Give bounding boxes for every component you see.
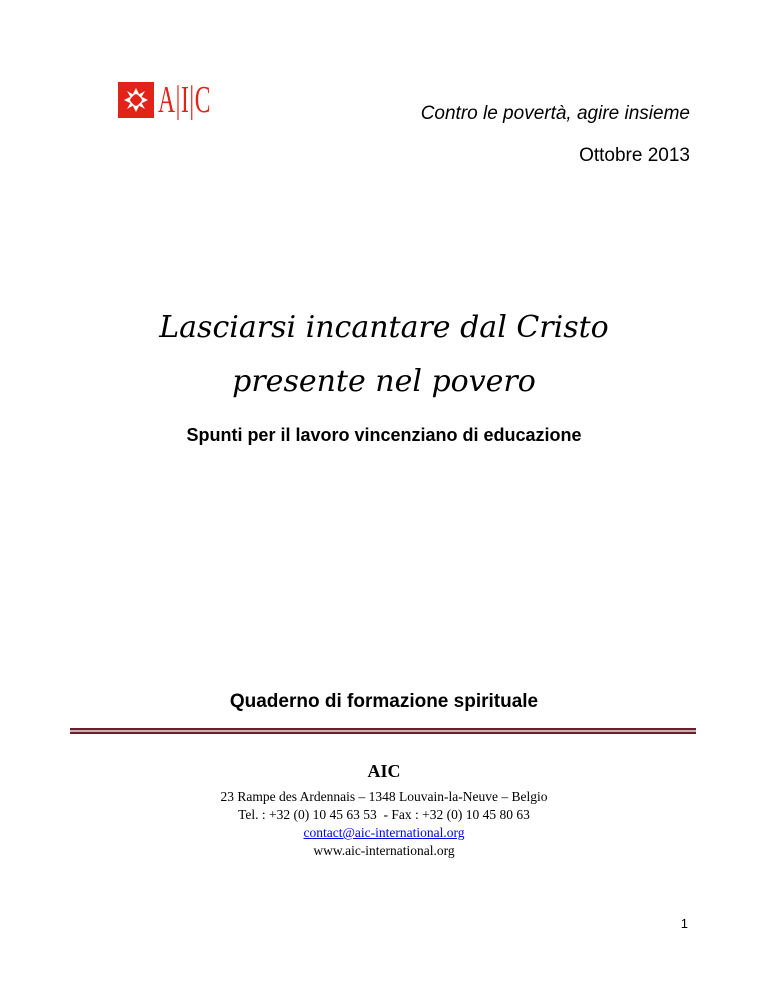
email-link[interactable]: contact@aic-international.org bbox=[303, 825, 465, 840]
phone-fax-line: Tel. : +32 (0) 10 45 63 53 - Fax : +32 (0) 10 45 80 63 bbox=[238, 807, 530, 822]
tagline: Contro le povertà, agire insieme bbox=[420, 103, 690, 124]
organization-name: AIC bbox=[367, 761, 401, 781]
document-date: Ottobre 2013 bbox=[579, 145, 690, 166]
subtitle: Spunti per il lavoro vincenziano di educazione bbox=[186, 425, 582, 445]
page-number: 1 bbox=[680, 916, 688, 931]
website-line: www.aic-international.org bbox=[313, 843, 455, 858]
aic-logo-pinwheel-icon bbox=[118, 82, 154, 118]
title-line-1: Lasciarsi incantare dal Cristo bbox=[159, 310, 609, 345]
email-line bbox=[0, 825, 768, 841]
title-line-2: presente nel povero bbox=[232, 364, 536, 399]
aic-logo bbox=[118, 79, 244, 121]
horizontal-divider bbox=[70, 728, 696, 734]
address-line: 23 Rampe des Ardennais – 1348 Louvain-la-Neuve – Belgio bbox=[220, 789, 548, 804]
aic-logo-text: A|I|C bbox=[158, 79, 212, 121]
notebook-title: Quaderno di formazione spirituale bbox=[229, 691, 539, 712]
